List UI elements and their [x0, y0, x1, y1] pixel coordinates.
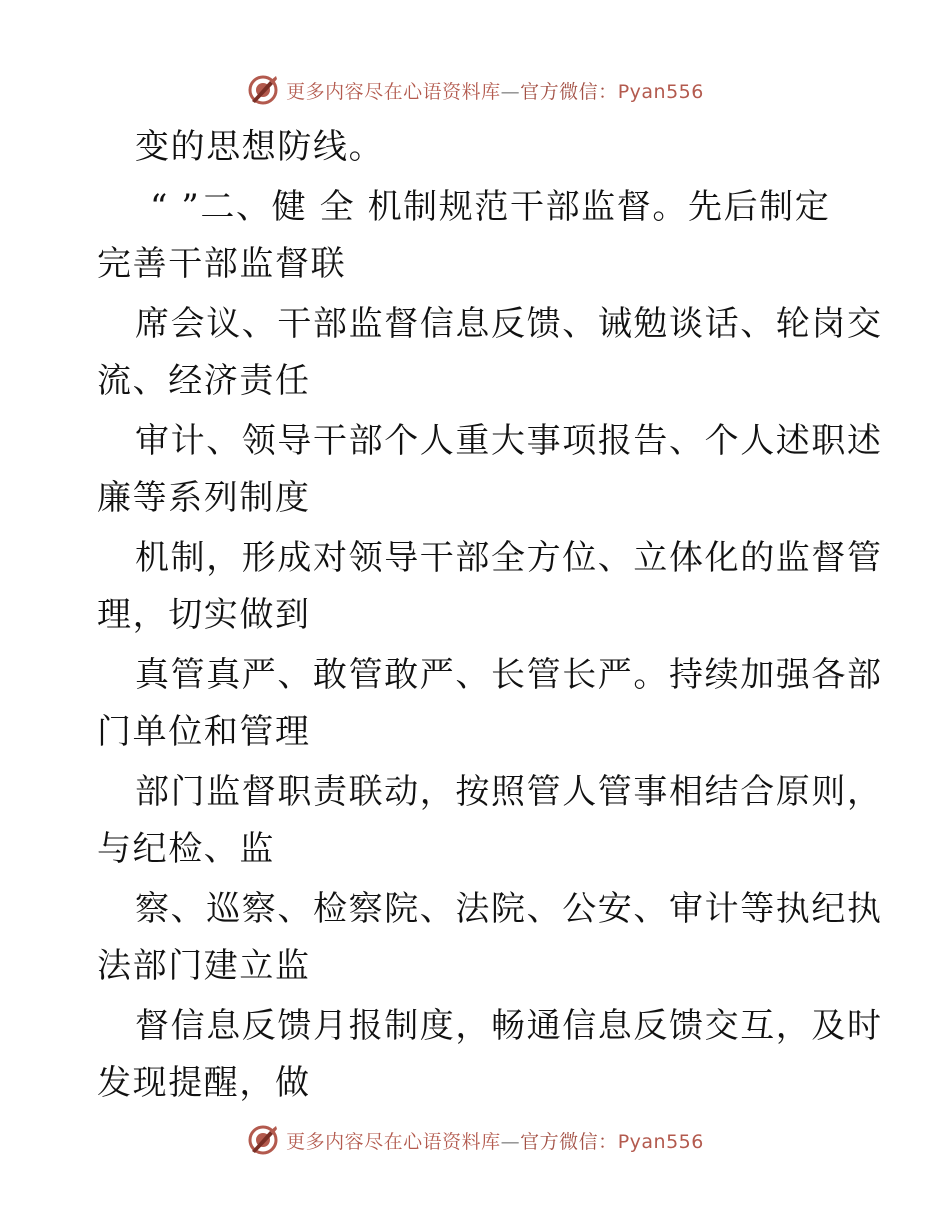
text-line: 与纪检、监: [97, 829, 275, 869]
text-line: 法部门建立监: [97, 946, 311, 986]
quill-seal-icon: [246, 1123, 280, 1157]
text-line: 机制，形成对领导干部全方位、立体化的监督管: [135, 538, 883, 578]
text-line: 完善干部监督联: [97, 244, 347, 284]
watermark-dash: —: [500, 80, 521, 103]
text-line: 流、经济责任: [97, 361, 311, 401]
text-line: 变的思想防线。: [135, 127, 385, 167]
text-line: 席会议、干部监督信息反馈、诫勉谈话、轮岗交: [135, 304, 883, 344]
text-line: 理，切实做到: [97, 595, 311, 635]
text-line: 审计、领导干部个人重大事项报告、个人述职述: [135, 421, 883, 461]
watermark-brand: 更多内容尽在心语资料库: [286, 1130, 501, 1153]
watermark-official-label: 官方微信：: [520, 80, 618, 103]
watermark-wechat-id: Pyan556: [617, 80, 704, 103]
text-line: 门单位和管理: [97, 712, 311, 752]
watermark-brand: 更多内容尽在心语资料库: [286, 80, 501, 103]
text-line: 廉等系列制度: [97, 478, 311, 518]
footer-watermark: [0, 1122, 950, 1158]
watermark-wechat-id: Pyan556: [617, 1130, 704, 1153]
text-line: 真管真严、敢管敢严、长管长严。持续加强各部: [135, 655, 883, 695]
watermark-official-label: 官方微信：: [520, 1130, 618, 1153]
text-line: 督信息反馈月报制度，畅通信息反馈交互，及时: [135, 1006, 883, 1046]
text-line: 察、巡察、检察院、法院、公安、审计等执纪执: [135, 889, 883, 929]
watermark-dash: —: [500, 1130, 521, 1153]
text-line: 部门监督职责联动，按照管人管事相结合原则，: [135, 772, 883, 812]
text-line: “ ”二、健 全 机制规范干部监督。先后制定: [150, 187, 831, 227]
watermark-text: [286, 1127, 704, 1154]
text-line: 发现提醒，做: [97, 1063, 311, 1103]
